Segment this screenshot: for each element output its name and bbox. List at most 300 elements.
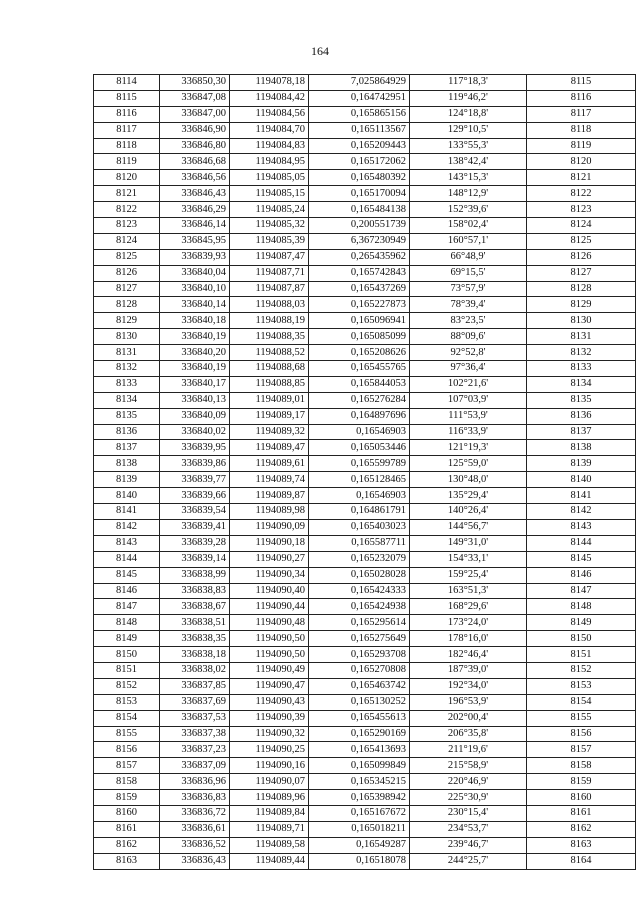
x-coordinate-cell: 336847,08 bbox=[160, 90, 230, 106]
bearing-angle-cell: 130°48,0' bbox=[410, 472, 527, 488]
next-point-id-cell: 8160 bbox=[527, 790, 636, 806]
y-coordinate-cell: 1194085,39 bbox=[230, 233, 309, 249]
point-id-cell: 8140 bbox=[94, 488, 160, 504]
distance-cell: 0,165227873 bbox=[309, 297, 410, 313]
y-coordinate-cell: 1194090,49 bbox=[230, 662, 309, 678]
distance-cell: 0,200551739 bbox=[309, 218, 410, 234]
distance-cell: 0,165599789 bbox=[309, 456, 410, 472]
point-id-cell: 8157 bbox=[94, 758, 160, 774]
x-coordinate-cell: 336839,93 bbox=[160, 249, 230, 265]
table-row bbox=[94, 504, 636, 520]
y-coordinate-cell: 1194089,47 bbox=[230, 440, 309, 456]
distance-cell: 0,165398942 bbox=[309, 790, 410, 806]
point-id-cell: 8114 bbox=[94, 75, 160, 91]
distance-cell: 0,16546903 bbox=[309, 424, 410, 440]
point-id-cell: 8126 bbox=[94, 265, 160, 281]
distance-cell: 0,165437269 bbox=[309, 281, 410, 297]
bearing-angle-cell: 124°18,8' bbox=[410, 106, 527, 122]
table-row bbox=[94, 106, 636, 122]
point-id-cell: 8143 bbox=[94, 535, 160, 551]
point-id-cell: 8142 bbox=[94, 519, 160, 535]
x-coordinate-cell: 336840,04 bbox=[160, 265, 230, 281]
x-coordinate-cell: 336845,95 bbox=[160, 233, 230, 249]
table-row bbox=[94, 853, 636, 869]
next-point-id-cell: 8156 bbox=[527, 726, 636, 742]
y-coordinate-cell: 1194084,95 bbox=[230, 154, 309, 170]
bearing-angle-cell: 168°29,6' bbox=[410, 599, 527, 615]
point-id-cell: 8156 bbox=[94, 742, 160, 758]
bearing-angle-cell: 143°15,3' bbox=[410, 170, 527, 186]
next-point-id-cell: 8155 bbox=[527, 710, 636, 726]
page-number: 164 bbox=[311, 44, 329, 58]
point-id-cell: 8151 bbox=[94, 662, 160, 678]
table-row bbox=[94, 662, 636, 678]
table-row bbox=[94, 647, 636, 663]
next-point-id-cell: 8127 bbox=[527, 265, 636, 281]
x-coordinate-cell: 336846,29 bbox=[160, 202, 230, 218]
bearing-angle-cell: 102°21,6' bbox=[410, 376, 527, 392]
next-point-id-cell: 8146 bbox=[527, 567, 636, 583]
x-coordinate-cell: 336838,35 bbox=[160, 631, 230, 647]
table-row bbox=[94, 90, 636, 106]
distance-cell: 0,165099849 bbox=[309, 758, 410, 774]
point-id-cell: 8150 bbox=[94, 647, 160, 663]
point-id-cell: 8159 bbox=[94, 790, 160, 806]
next-point-id-cell: 8134 bbox=[527, 376, 636, 392]
point-id-cell: 8141 bbox=[94, 504, 160, 520]
table-row bbox=[94, 297, 636, 313]
x-coordinate-cell: 336847,00 bbox=[160, 106, 230, 122]
table-row bbox=[94, 551, 636, 567]
bearing-angle-cell: 140°26,4' bbox=[410, 504, 527, 520]
y-coordinate-cell: 1194087,87 bbox=[230, 281, 309, 297]
distance-cell: 0,165018211 bbox=[309, 821, 410, 837]
next-point-id-cell: 8139 bbox=[527, 456, 636, 472]
point-id-cell: 8152 bbox=[94, 678, 160, 694]
point-id-cell: 8129 bbox=[94, 313, 160, 329]
distance-cell: 0,16518078 bbox=[309, 853, 410, 869]
distance-cell: 0,165113567 bbox=[309, 122, 410, 138]
next-point-id-cell: 8115 bbox=[527, 75, 636, 91]
table-row bbox=[94, 440, 636, 456]
point-id-cell: 8160 bbox=[94, 805, 160, 821]
bearing-angle-cell: 133°55,3' bbox=[410, 138, 527, 154]
distance-cell: 0,165085099 bbox=[309, 329, 410, 345]
table-row bbox=[94, 281, 636, 297]
y-coordinate-cell: 1194090,50 bbox=[230, 631, 309, 647]
next-point-id-cell: 8140 bbox=[527, 472, 636, 488]
distance-cell: 0,165209443 bbox=[309, 138, 410, 154]
y-coordinate-cell: 1194090,40 bbox=[230, 583, 309, 599]
point-id-cell: 8131 bbox=[94, 345, 160, 361]
distance-cell: 0,165208626 bbox=[309, 345, 410, 361]
y-coordinate-cell: 1194089,71 bbox=[230, 821, 309, 837]
x-coordinate-cell: 336846,68 bbox=[160, 154, 230, 170]
table-row bbox=[94, 249, 636, 265]
next-point-id-cell: 8152 bbox=[527, 662, 636, 678]
table-row bbox=[94, 710, 636, 726]
table-row bbox=[94, 456, 636, 472]
x-coordinate-cell: 336836,72 bbox=[160, 805, 230, 821]
next-point-id-cell: 8150 bbox=[527, 631, 636, 647]
next-point-id-cell: 8142 bbox=[527, 504, 636, 520]
bearing-angle-cell: 149°31,0' bbox=[410, 535, 527, 551]
bearing-angle-cell: 111°53,9' bbox=[410, 408, 527, 424]
next-point-id-cell: 8137 bbox=[527, 424, 636, 440]
distance-cell: 0,165170094 bbox=[309, 186, 410, 202]
table-row bbox=[94, 361, 636, 377]
x-coordinate-cell: 336840,09 bbox=[160, 408, 230, 424]
y-coordinate-cell: 1194090,48 bbox=[230, 615, 309, 631]
distance-cell: 0,165295614 bbox=[309, 615, 410, 631]
x-coordinate-cell: 336840,14 bbox=[160, 297, 230, 313]
next-point-id-cell: 8138 bbox=[527, 440, 636, 456]
next-point-id-cell: 8162 bbox=[527, 821, 636, 837]
y-coordinate-cell: 1194089,44 bbox=[230, 853, 309, 869]
x-coordinate-cell: 336839,54 bbox=[160, 504, 230, 520]
bearing-angle-cell: 163°51,3' bbox=[410, 583, 527, 599]
table-row bbox=[94, 75, 636, 91]
bearing-angle-cell: 196°53,9' bbox=[410, 694, 527, 710]
point-id-cell: 8117 bbox=[94, 122, 160, 138]
next-point-id-cell: 8157 bbox=[527, 742, 636, 758]
bearing-angle-cell: 78°39,4' bbox=[410, 297, 527, 313]
table-row bbox=[94, 329, 636, 345]
table-row bbox=[94, 218, 636, 234]
point-id-cell: 8130 bbox=[94, 329, 160, 345]
y-coordinate-cell: 1194085,24 bbox=[230, 202, 309, 218]
bearing-angle-cell: 206°35,8' bbox=[410, 726, 527, 742]
x-coordinate-cell: 336837,85 bbox=[160, 678, 230, 694]
x-coordinate-cell: 336840,13 bbox=[160, 392, 230, 408]
bearing-angle-cell: 83°23,5' bbox=[410, 313, 527, 329]
distance-cell: 0,165345215 bbox=[309, 774, 410, 790]
x-coordinate-cell: 336850,30 bbox=[160, 75, 230, 91]
y-coordinate-cell: 1194089,17 bbox=[230, 408, 309, 424]
distance-cell: 0,16546903 bbox=[309, 488, 410, 504]
point-id-cell: 8120 bbox=[94, 170, 160, 186]
bearing-angle-cell: 148°12,9' bbox=[410, 186, 527, 202]
x-coordinate-cell: 336837,38 bbox=[160, 726, 230, 742]
next-point-id-cell: 8154 bbox=[527, 694, 636, 710]
bearing-angle-cell: 154°33,1' bbox=[410, 551, 527, 567]
point-id-cell: 8132 bbox=[94, 361, 160, 377]
y-coordinate-cell: 1194088,68 bbox=[230, 361, 309, 377]
bearing-angle-cell: 160°57,1' bbox=[410, 233, 527, 249]
next-point-id-cell: 8136 bbox=[527, 408, 636, 424]
y-coordinate-cell: 1194090,07 bbox=[230, 774, 309, 790]
distance-cell: 0,165865156 bbox=[309, 106, 410, 122]
point-id-cell: 8135 bbox=[94, 408, 160, 424]
next-point-id-cell: 8145 bbox=[527, 551, 636, 567]
distance-cell: 0,165424333 bbox=[309, 583, 410, 599]
x-coordinate-cell: 336838,51 bbox=[160, 615, 230, 631]
bearing-angle-cell: 239°46,7' bbox=[410, 837, 527, 853]
table-row bbox=[94, 424, 636, 440]
bearing-angle-cell: 173°24,0' bbox=[410, 615, 527, 631]
point-id-cell: 8158 bbox=[94, 774, 160, 790]
next-point-id-cell: 8124 bbox=[527, 218, 636, 234]
bearing-angle-cell: 159°25,4' bbox=[410, 567, 527, 583]
y-coordinate-cell: 1194090,39 bbox=[230, 710, 309, 726]
table-row bbox=[94, 408, 636, 424]
y-coordinate-cell: 1194088,52 bbox=[230, 345, 309, 361]
y-coordinate-cell: 1194088,35 bbox=[230, 329, 309, 345]
distance-cell: 0,164742951 bbox=[309, 90, 410, 106]
distance-cell: 0,165403023 bbox=[309, 519, 410, 535]
x-coordinate-cell: 336838,83 bbox=[160, 583, 230, 599]
distance-cell: 0,165276284 bbox=[309, 392, 410, 408]
point-id-cell: 8118 bbox=[94, 138, 160, 154]
table-row bbox=[94, 154, 636, 170]
x-coordinate-cell: 336840,19 bbox=[160, 329, 230, 345]
distance-cell: 0,165455613 bbox=[309, 710, 410, 726]
distance-cell: 0,165480392 bbox=[309, 170, 410, 186]
distance-cell: 0,265435962 bbox=[309, 249, 410, 265]
coordinates-table bbox=[93, 74, 636, 870]
distance-cell: 0,165028028 bbox=[309, 567, 410, 583]
bearing-angle-cell: 192°34,0' bbox=[410, 678, 527, 694]
table-row bbox=[94, 583, 636, 599]
table-row bbox=[94, 233, 636, 249]
next-point-id-cell: 8119 bbox=[527, 138, 636, 154]
next-point-id-cell: 8143 bbox=[527, 519, 636, 535]
x-coordinate-cell: 336836,43 bbox=[160, 853, 230, 869]
bearing-angle-cell: 117°18,3' bbox=[410, 75, 527, 91]
y-coordinate-cell: 1194090,16 bbox=[230, 758, 309, 774]
table-row bbox=[94, 265, 636, 281]
x-coordinate-cell: 336838,67 bbox=[160, 599, 230, 615]
x-coordinate-cell: 336836,83 bbox=[160, 790, 230, 806]
bearing-angle-cell: 230°15,4' bbox=[410, 805, 527, 821]
bearing-angle-cell: 66°48,9' bbox=[410, 249, 527, 265]
point-id-cell: 8145 bbox=[94, 567, 160, 583]
x-coordinate-cell: 336840,20 bbox=[160, 345, 230, 361]
bearing-angle-cell: 220°46,9' bbox=[410, 774, 527, 790]
y-coordinate-cell: 1194089,87 bbox=[230, 488, 309, 504]
x-coordinate-cell: 336846,80 bbox=[160, 138, 230, 154]
table-row bbox=[94, 392, 636, 408]
bearing-angle-cell: 211°19,6' bbox=[410, 742, 527, 758]
point-id-cell: 8116 bbox=[94, 106, 160, 122]
table-row bbox=[94, 726, 636, 742]
table-row bbox=[94, 774, 636, 790]
point-id-cell: 8139 bbox=[94, 472, 160, 488]
bearing-angle-cell: 202°00,4' bbox=[410, 710, 527, 726]
point-id-cell: 8125 bbox=[94, 249, 160, 265]
point-id-cell: 8124 bbox=[94, 233, 160, 249]
y-coordinate-cell: 1194090,44 bbox=[230, 599, 309, 615]
bearing-angle-cell: 234°53,7' bbox=[410, 821, 527, 837]
distance-cell: 0,165128465 bbox=[309, 472, 410, 488]
table-row bbox=[94, 313, 636, 329]
x-coordinate-cell: 336837,09 bbox=[160, 758, 230, 774]
y-coordinate-cell: 1194085,15 bbox=[230, 186, 309, 202]
x-coordinate-cell: 336840,18 bbox=[160, 313, 230, 329]
x-coordinate-cell: 336840,02 bbox=[160, 424, 230, 440]
table-row bbox=[94, 615, 636, 631]
point-id-cell: 8127 bbox=[94, 281, 160, 297]
y-coordinate-cell: 1194089,96 bbox=[230, 790, 309, 806]
y-coordinate-cell: 1194084,42 bbox=[230, 90, 309, 106]
next-point-id-cell: 8163 bbox=[527, 837, 636, 853]
point-id-cell: 8163 bbox=[94, 853, 160, 869]
y-coordinate-cell: 1194090,47 bbox=[230, 678, 309, 694]
x-coordinate-cell: 336840,17 bbox=[160, 376, 230, 392]
next-point-id-cell: 8125 bbox=[527, 233, 636, 249]
table-row bbox=[94, 488, 636, 504]
table-row bbox=[94, 122, 636, 138]
y-coordinate-cell: 1194089,84 bbox=[230, 805, 309, 821]
next-point-id-cell: 8126 bbox=[527, 249, 636, 265]
bearing-angle-cell: 138°42,4' bbox=[410, 154, 527, 170]
next-point-id-cell: 8161 bbox=[527, 805, 636, 821]
point-id-cell: 8148 bbox=[94, 615, 160, 631]
x-coordinate-cell: 336839,41 bbox=[160, 519, 230, 535]
distance-cell: 0,165290169 bbox=[309, 726, 410, 742]
next-point-id-cell: 8122 bbox=[527, 186, 636, 202]
distance-cell: 0,165172062 bbox=[309, 154, 410, 170]
table-row bbox=[94, 186, 636, 202]
point-id-cell: 8136 bbox=[94, 424, 160, 440]
next-point-id-cell: 8147 bbox=[527, 583, 636, 599]
next-point-id-cell: 8135 bbox=[527, 392, 636, 408]
bearing-angle-cell: 69°15,5' bbox=[410, 265, 527, 281]
x-coordinate-cell: 336839,66 bbox=[160, 488, 230, 504]
distance-cell: 0,165293708 bbox=[309, 647, 410, 663]
point-id-cell: 8134 bbox=[94, 392, 160, 408]
x-coordinate-cell: 336846,56 bbox=[160, 170, 230, 186]
point-id-cell: 8155 bbox=[94, 726, 160, 742]
point-id-cell: 8147 bbox=[94, 599, 160, 615]
table-row bbox=[94, 821, 636, 837]
bearing-angle-cell: 73°57,9' bbox=[410, 281, 527, 297]
distance-cell: 0,165413693 bbox=[309, 742, 410, 758]
table-row bbox=[94, 742, 636, 758]
next-point-id-cell: 8151 bbox=[527, 647, 636, 663]
y-coordinate-cell: 1194078,18 bbox=[230, 75, 309, 91]
y-coordinate-cell: 1194090,34 bbox=[230, 567, 309, 583]
point-id-cell: 8149 bbox=[94, 631, 160, 647]
next-point-id-cell: 8131 bbox=[527, 329, 636, 345]
x-coordinate-cell: 336839,14 bbox=[160, 551, 230, 567]
x-coordinate-cell: 336838,02 bbox=[160, 662, 230, 678]
y-coordinate-cell: 1194090,43 bbox=[230, 694, 309, 710]
y-coordinate-cell: 1194088,03 bbox=[230, 297, 309, 313]
table-row bbox=[94, 138, 636, 154]
next-point-id-cell: 8159 bbox=[527, 774, 636, 790]
point-id-cell: 8122 bbox=[94, 202, 160, 218]
bearing-angle-cell: 244°25,7' bbox=[410, 853, 527, 869]
bearing-angle-cell: 116°33,9' bbox=[410, 424, 527, 440]
x-coordinate-cell: 336836,96 bbox=[160, 774, 230, 790]
distance-cell: 0,165455765 bbox=[309, 361, 410, 377]
next-point-id-cell: 8117 bbox=[527, 106, 636, 122]
next-point-id-cell: 8121 bbox=[527, 170, 636, 186]
point-id-cell: 8146 bbox=[94, 583, 160, 599]
x-coordinate-cell: 336839,95 bbox=[160, 440, 230, 456]
bearing-angle-cell: 97°36,4' bbox=[410, 361, 527, 377]
distance-cell: 0,165053446 bbox=[309, 440, 410, 456]
bearing-angle-cell: 152°39,6' bbox=[410, 202, 527, 218]
y-coordinate-cell: 1194085,05 bbox=[230, 170, 309, 186]
next-point-id-cell: 8123 bbox=[527, 202, 636, 218]
next-point-id-cell: 8148 bbox=[527, 599, 636, 615]
distance-cell: 0,165130252 bbox=[309, 694, 410, 710]
bearing-angle-cell: 129°10,5' bbox=[410, 122, 527, 138]
x-coordinate-cell: 336837,69 bbox=[160, 694, 230, 710]
table-row bbox=[94, 345, 636, 361]
coordinates-table-body bbox=[94, 75, 636, 870]
x-coordinate-cell: 336838,18 bbox=[160, 647, 230, 663]
point-id-cell: 8138 bbox=[94, 456, 160, 472]
next-point-id-cell: 8120 bbox=[527, 154, 636, 170]
x-coordinate-cell: 336846,43 bbox=[160, 186, 230, 202]
bearing-angle-cell: 187°39,0' bbox=[410, 662, 527, 678]
distance-cell: 0,165587711 bbox=[309, 535, 410, 551]
point-id-cell: 8121 bbox=[94, 186, 160, 202]
next-point-id-cell: 8158 bbox=[527, 758, 636, 774]
table-row bbox=[94, 567, 636, 583]
next-point-id-cell: 8129 bbox=[527, 297, 636, 313]
y-coordinate-cell: 1194087,47 bbox=[230, 249, 309, 265]
next-point-id-cell: 8130 bbox=[527, 313, 636, 329]
y-coordinate-cell: 1194085,32 bbox=[230, 218, 309, 234]
distance-cell: 0,165424938 bbox=[309, 599, 410, 615]
x-coordinate-cell: 336840,19 bbox=[160, 361, 230, 377]
point-id-cell: 8162 bbox=[94, 837, 160, 853]
distance-cell: 0,165844053 bbox=[309, 376, 410, 392]
y-coordinate-cell: 1194090,09 bbox=[230, 519, 309, 535]
bearing-angle-cell: 182°46,4' bbox=[410, 647, 527, 663]
bearing-angle-cell: 119°46,2' bbox=[410, 90, 527, 106]
x-coordinate-cell: 336837,23 bbox=[160, 742, 230, 758]
distance-cell: 0,165275649 bbox=[309, 631, 410, 647]
bearing-angle-cell: 92°52,8' bbox=[410, 345, 527, 361]
y-coordinate-cell: 1194090,25 bbox=[230, 742, 309, 758]
point-id-cell: 8119 bbox=[94, 154, 160, 170]
next-point-id-cell: 8153 bbox=[527, 678, 636, 694]
x-coordinate-cell: 336839,77 bbox=[160, 472, 230, 488]
point-id-cell: 8161 bbox=[94, 821, 160, 837]
y-coordinate-cell: 1194088,85 bbox=[230, 376, 309, 392]
table-row bbox=[94, 837, 636, 853]
x-coordinate-cell: 336840,10 bbox=[160, 281, 230, 297]
y-coordinate-cell: 1194089,61 bbox=[230, 456, 309, 472]
point-id-cell: 8115 bbox=[94, 90, 160, 106]
y-coordinate-cell: 1194084,70 bbox=[230, 122, 309, 138]
point-id-cell: 8153 bbox=[94, 694, 160, 710]
y-coordinate-cell: 1194090,27 bbox=[230, 551, 309, 567]
y-coordinate-cell: 1194090,50 bbox=[230, 647, 309, 663]
next-point-id-cell: 8132 bbox=[527, 345, 636, 361]
distance-cell: 0,165742843 bbox=[309, 265, 410, 281]
next-point-id-cell: 8133 bbox=[527, 361, 636, 377]
y-coordinate-cell: 1194089,98 bbox=[230, 504, 309, 520]
bearing-angle-cell: 135°29,4' bbox=[410, 488, 527, 504]
distance-cell: 0,16549287 bbox=[309, 837, 410, 853]
point-id-cell: 8154 bbox=[94, 710, 160, 726]
y-coordinate-cell: 1194084,83 bbox=[230, 138, 309, 154]
distance-cell: 6,367230949 bbox=[309, 233, 410, 249]
table-row bbox=[94, 694, 636, 710]
table-row bbox=[94, 599, 636, 615]
distance-cell: 7,025864929 bbox=[309, 75, 410, 91]
point-id-cell: 8144 bbox=[94, 551, 160, 567]
point-id-cell: 8133 bbox=[94, 376, 160, 392]
table-row bbox=[94, 376, 636, 392]
point-id-cell: 8128 bbox=[94, 297, 160, 313]
